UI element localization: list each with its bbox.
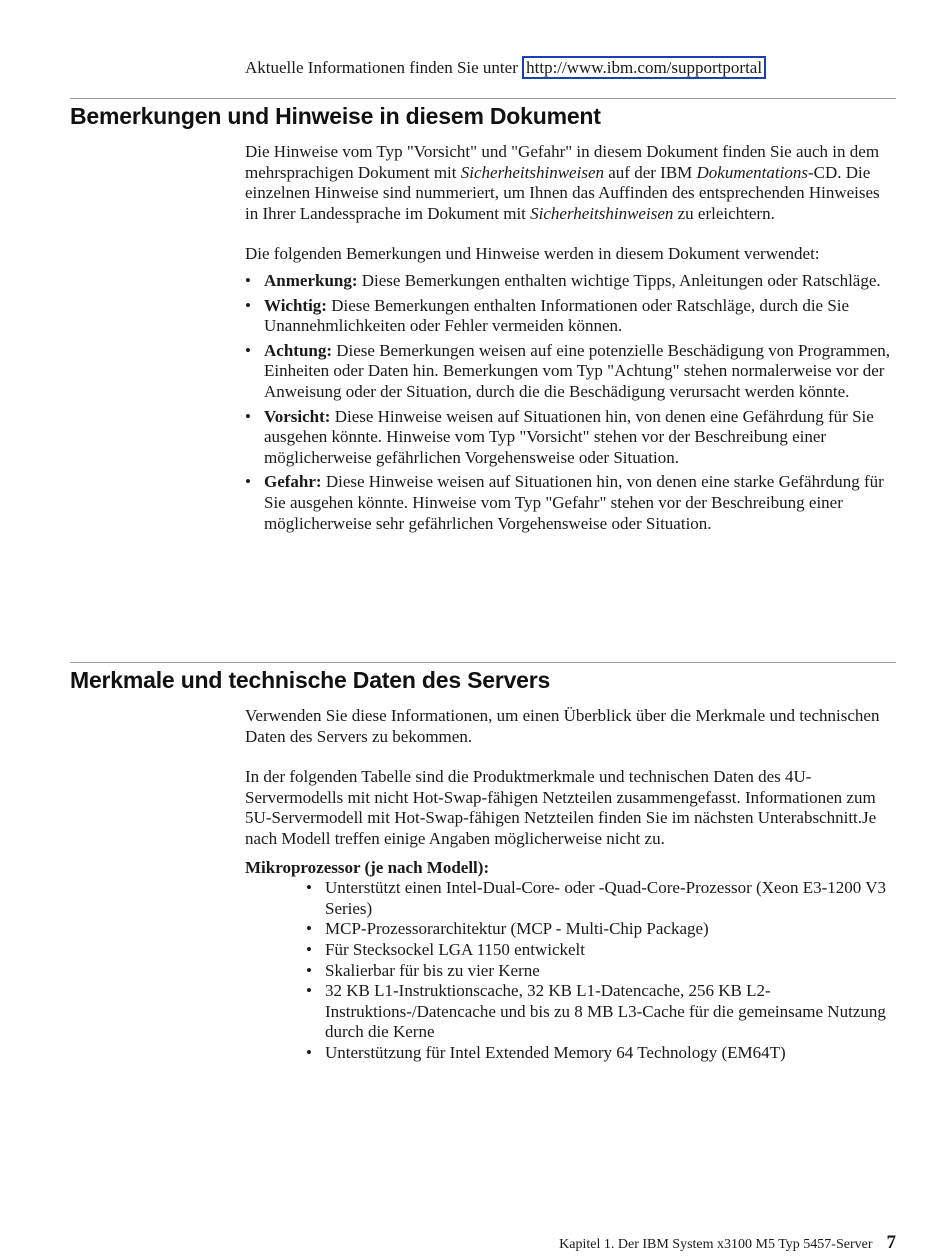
text-run: Die Hinweise vom Typ "Vorsicht" und "Gefahr" in diesem Dokument finden Sie auch in dem mehrsprachigen Dokument mit [245,142,880,182]
note-text: Diese Hinweise weisen auf Situationen hin, von denen eine Gefährdung für Sie ausgehen könnte. Hinweise vom Typ "Vorsicht" stehen vor der Beschreibung einer möglicherweise gefährlichen Vorgehensweise oder Situation. [264,406,874,467]
text-run: zu erleichtern. [673,203,775,223]
notices-usage-paragraph: Die folgenden Bemerkungen und Hinweise werden in diesem Dokument verwendet: [245,244,820,264]
note-term: Vorsicht: [264,406,331,426]
note-term: Wichtig: [264,295,327,315]
microprocessor-specs-list [245,878,897,1063]
text-run: -CD. Die einzelnen Hinweise sind nummeriert, um Ihnen das Auffinden des entsprechenden Hinweises in Ihrer Landessprache im Dokument mit [245,162,880,223]
notices-intro-paragraph [245,142,897,224]
list-item: • Skalierbar für bis zu vier Kerne [306,961,897,982]
note-text: Diese Bemerkungen enthalten Informationen oder Ratschläge, durch die Sie Unannehmlichkeiten oder Fehler vermeiden können. [264,295,850,336]
emphasis-text: Sicherheitshinweisen [530,203,674,223]
list-item [245,472,897,534]
section-heading-notices: Bemerkungen und Hinweise in diesem Dokument [70,103,601,129]
text-run: auf der IBM [604,162,697,182]
list-item [245,296,897,337]
intro-text: Aktuelle Informationen finden Sie unter [245,58,523,77]
microprocessor-label: Mikroprozessor (je nach Modell): [245,857,490,877]
page-footer [559,1234,896,1254]
list-item: • Für Stecksockel LGA 1150 entwickelt [306,940,897,961]
section-divider [70,98,896,99]
chapter-title: Kapitel 1. Der IBM System x3100 M5 Typ 5457-Server [559,1237,873,1252]
page-number: 7 [886,1232,896,1253]
emphasis-text: Sicherheitshinweisen [460,162,604,182]
intro-line [245,57,766,78]
notices-body [245,142,897,538]
section-heading-features: Merkmale und technische Daten des Servers [70,667,551,693]
list-item: • Unterstützung für Intel Extended Memory 64 Technology (EM64T) [306,1043,897,1064]
note-term: Gefahr: [264,472,322,492]
features-body [245,706,897,1064]
list-item [245,407,897,469]
note-term: Achtung: [264,340,333,360]
support-portal-link[interactable]: http://www.ibm.com/supportportal [522,56,766,79]
note-term: Anmerkung: [264,270,358,290]
list-item: • Unterstützt einen Intel-Dual-Core- oder -Quad-Core-Prozessor (Xeon E3-1200 V3 Series) [306,878,897,919]
features-table-paragraph: In der folgenden Tabelle sind die Produktmerkmale und technischen Daten des 4U-Servermodells mit nicht Hot-Swap-fähigen Netzteilen zusammengefasst. Informationen zum 5U-Servermodell mit Hot-Swap-fähigen Netzteilen finden Sie im nächsten Unterabschnitt.Je nach Modell treffen einige Angaben möglicherweise nicht zu. [245,767,877,848]
note-text: Diese Hinweise weisen auf Situationen hin, von denen eine starke Gefährdung für Sie ausgehen könnte. Hinweise vom Typ "Gefahr" stehen vor der Beschreibung einer möglicherweise sehr gefährlichen Vorgehensweise oder Situation. [264,472,884,533]
list-item [245,271,897,292]
note-text: Diese Bemerkungen enthalten wichtige Tipps, Anleitungen oder Ratschläge. [357,270,881,290]
features-intro-paragraph: Verwenden Sie diese Informationen, um einen Überblick über die Merkmale und technischen Daten des Servers zu bekommen. [245,706,880,746]
list-item [245,341,897,403]
emphasis-text: Dokumentations [696,162,808,182]
note-text: Diese Bemerkungen weisen auf eine potenzielle Beschädigung von Programmen, Einheiten oder Daten hin. Bemerkungen vom Typ "Achtung" stehen normalerweise vor der Anweisung oder der Situation, durch die die Beschädigung verursacht werden könnte. [264,340,891,401]
notice-types-list [245,271,897,534]
section-divider [70,662,896,663]
list-item: • MCP-Prozessorarchitektur (MCP - Multi-Chip Package) [306,919,897,940]
list-item: • 32 KB L1-Instruktionscache, 32 KB L1-Datencache, 256 KB L2-Instruktions-/Datencache und bis zu 8 MB L3-Cache für die gemeinsame Nutzung durch die Kerne [306,981,897,1043]
